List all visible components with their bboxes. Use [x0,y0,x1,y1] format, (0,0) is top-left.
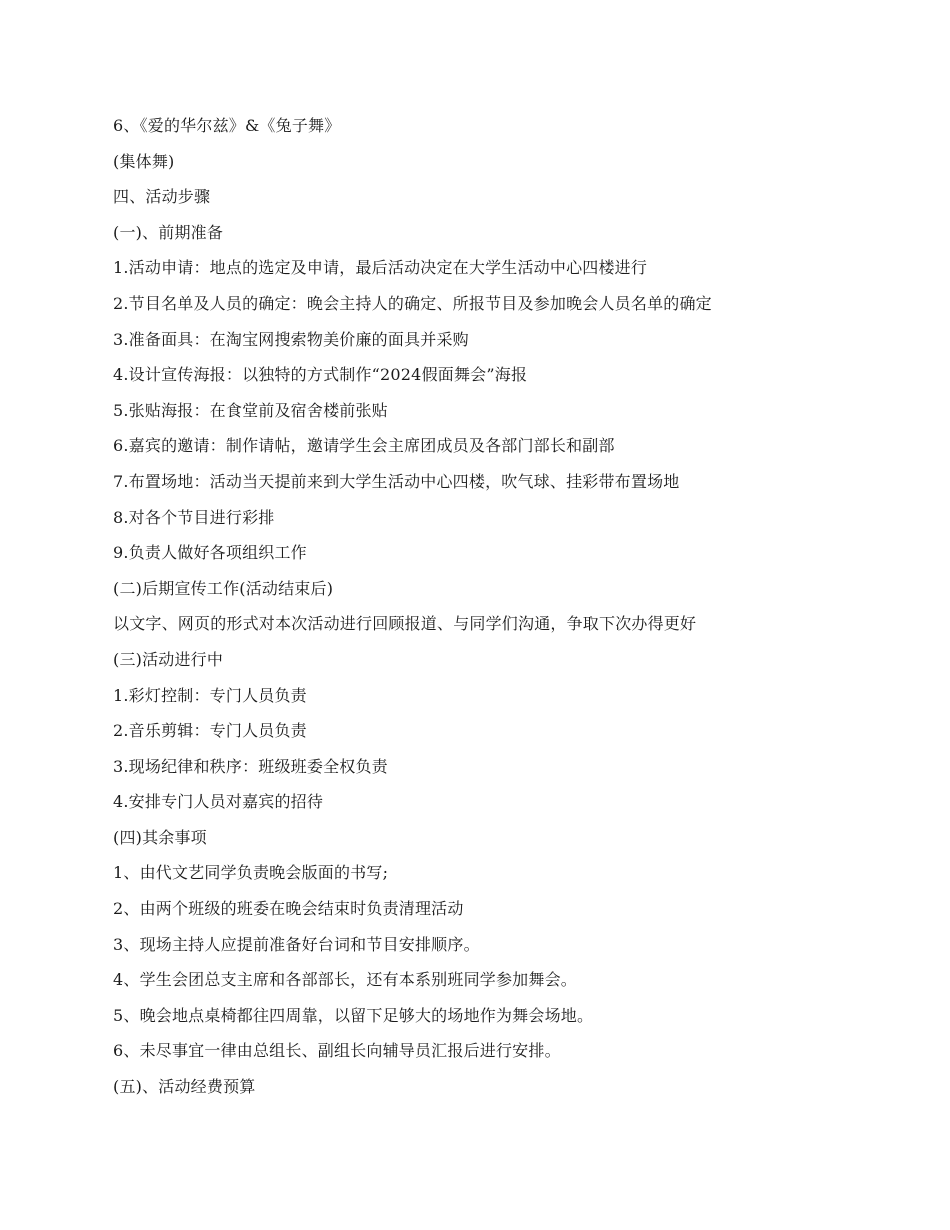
subsection-heading: (一)、前期准备 [113,222,224,242]
text-line: 4.安排专门人员对嘉宾的招待 [113,792,324,812]
text-line: 7.布置场地：活动当天提前来到大学生活动中心四楼，吹气球、挂彩带布置场地 [113,471,680,491]
document-body [113,108,893,1105]
subsection-heading: (四)其余事项 [113,827,207,847]
text-line: (集体舞) [113,151,175,171]
text-line: 3.现场纪律和秩序：班级班委全权负责 [113,756,388,776]
text-line: 4、学生会团总支主席和各部部长，还有本系别班同学参加舞会。 [113,970,577,990]
text-line: 1、由代文艺同学负责晚会版面的书写; [113,863,389,883]
subsection-heading: (五)、活动经费预算 [113,1077,256,1097]
text-line: 3.准备面具：在淘宝网搜索物美价廉的面具并采购 [113,329,469,349]
text-line: 2.音乐剪辑：专门人员负责 [113,721,307,741]
text-line: 9.负责人做好各项组织工作 [113,543,307,563]
subsection-heading: (二)后期宣传工作(活动结束后) [113,578,334,598]
text-line: 6.嘉宾的邀请：制作请帖，邀请学生会主席团成员及各部门部长和副部 [113,436,615,456]
text-line: 6、未尽事宜一律由总组长、副组长向辅导员汇报后进行安排。 [113,1041,561,1061]
subsection-heading: (三)活动进行中 [113,649,224,669]
text-line: 2、由两个班级的班委在晚会结束时负责清理活动 [113,899,464,919]
section-heading: 四、活动步骤 [113,187,211,207]
text-line: 1.彩灯控制：专门人员负责 [113,685,307,705]
text-line: 2.节目名单及人员的确定：晚会主持人的确定、所报节目及参加晚会人员名单的确定 [113,293,712,313]
text-line: 8.对各个节目进行彩排 [113,507,275,527]
text-line: 5.张贴海报：在食堂前及宿舍楼前张贴 [113,400,388,420]
text-line: 3、现场主持人应提前准备好台词和节目安排顺序。 [113,934,480,954]
text-line: 以文字、网页的形式对本次活动进行回顾报道、与同学们沟通，争取下次办得更好 [113,614,697,634]
text-line: 4.设计宣传海报：以独特的方式制作“2024假面舞会”海报 [113,365,528,385]
text-line: 1.活动申请：地点的选定及申请，最后活动决定在大学生活动中心四楼进行 [113,258,648,278]
text-line: 6、《爱的华尔兹》&《兔子舞》 [113,116,341,135]
text-line: 5、晚会地点桌椅都往四周靠，以留下足够大的场地作为舞会场地。 [113,1005,594,1025]
